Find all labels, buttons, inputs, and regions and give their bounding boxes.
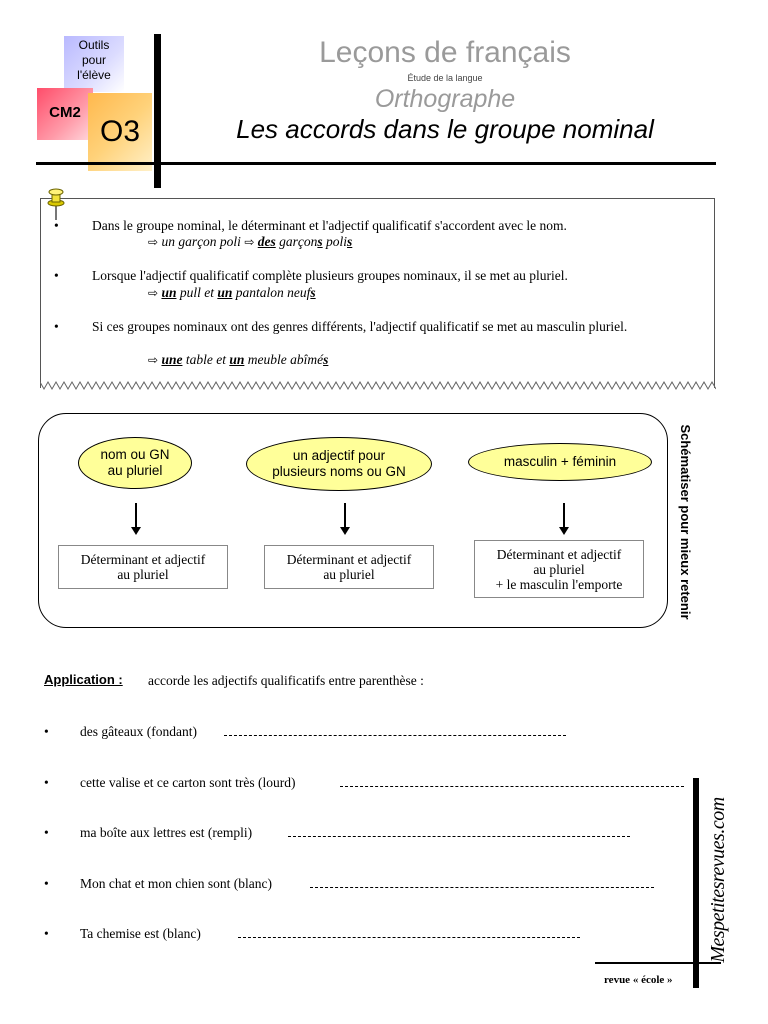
badge-level: CM2: [37, 88, 93, 140]
rule-example: ⇨ un pull et un pantalon neufs: [148, 285, 316, 300]
application-instruction: accorde les adjectifs qualificatifs entre parenthèse :: [148, 673, 424, 688]
rule-example: ⇨ un garçon poli ⇨ des garçons polis: [148, 234, 353, 249]
rule-example: ⇨ une table et un meuble abîmés: [148, 352, 329, 367]
answer-line-1[interactable]: [224, 735, 566, 736]
bullet-icon: •: [54, 268, 59, 283]
schema-oval-1: nom ou GN au pluriel: [78, 437, 192, 489]
arrow-right-icon: ⇨: [148, 286, 159, 300]
badge-outils-line1: Outils: [78, 38, 110, 52]
footer-vertical-bar: [693, 778, 699, 988]
schema-side-label: Schématiser pour mieux retenir: [678, 424, 693, 620]
header-rule: [36, 162, 716, 165]
exercise-prompt: ma boîte aux lettres est (rempli): [80, 825, 253, 840]
signature-logo: Mespetitesrevues.com: [707, 797, 729, 963]
page-subtitle: Étude de la langue: [407, 73, 483, 83]
rule-2: [54, 268, 704, 308]
schema-result-2: Déterminant et adjectif au pluriel: [264, 545, 434, 589]
arrow-down-icon: [344, 503, 346, 533]
exercise-prompt: des gâteaux (fondant): [80, 724, 197, 739]
answer-line-3[interactable]: [288, 836, 630, 837]
exercise-prompt: Mon chat et mon chien sont (blanc): [80, 876, 272, 891]
exercise-prompt: cette valise et ce carton sont très (lourd): [80, 775, 296, 790]
arrow-down-icon: [135, 503, 137, 533]
rule-3: [54, 319, 704, 371]
badge-outils-line3: l'élève: [77, 68, 111, 82]
bullet-icon: •: [44, 724, 49, 739]
badge-outils: [64, 36, 124, 92]
zigzag-edge: [40, 378, 716, 394]
application-label: Application :: [44, 672, 123, 687]
answer-line-2[interactable]: [340, 786, 684, 787]
schema-result-1: Déterminant et adjectif au pluriel: [58, 545, 228, 589]
bullet-icon: •: [54, 319, 59, 334]
rule-1: [54, 218, 704, 258]
schema-oval-2: un adjectif pour plusieurs noms ou GN: [246, 437, 432, 491]
lesson-title: Les accords dans le groupe nominal: [236, 114, 654, 144]
rule-text: Lorsque l'adjectif qualificatif complète plusieurs groupes nominaux, il se met au pluriel.: [92, 268, 568, 283]
footer-text: revue « école »: [604, 974, 673, 986]
exercise-prompt: Ta chemise est (blanc): [80, 926, 201, 941]
section-title: Orthographe: [374, 85, 516, 113]
rule-text: Dans le groupe nominal, le déterminant et l'adjectif qualificatif s'accordent avec le nom.: [92, 218, 567, 233]
bullet-icon: •: [44, 876, 49, 891]
answer-line-4[interactable]: [310, 887, 654, 888]
badge-code: O3: [88, 93, 152, 171]
bullet-icon: •: [44, 825, 49, 840]
bullet-icon: •: [44, 775, 49, 790]
arrow-right-icon: ⇨: [244, 235, 255, 249]
arrow-right-icon: ⇨: [148, 353, 159, 367]
schema-result-3: Déterminant et adjectif au pluriel + le masculin l'emporte: [474, 540, 644, 598]
rule-text: Si ces groupes nominaux ont des genres différents, l'adjectif qualificatif se met au masculin pluriel.: [92, 319, 628, 334]
bullet-icon: •: [44, 926, 49, 941]
page-title: Leçons de français: [319, 36, 571, 69]
arrow-right-icon: ⇨: [148, 235, 159, 249]
badge-outils-line2: pour: [81, 53, 107, 67]
answer-line-5[interactable]: [238, 937, 580, 938]
arrow-down-icon: [563, 503, 565, 533]
bullet-icon: •: [54, 218, 59, 233]
schema-oval-3: masculin + féminin: [468, 443, 652, 481]
pushpin-icon: [44, 186, 68, 222]
